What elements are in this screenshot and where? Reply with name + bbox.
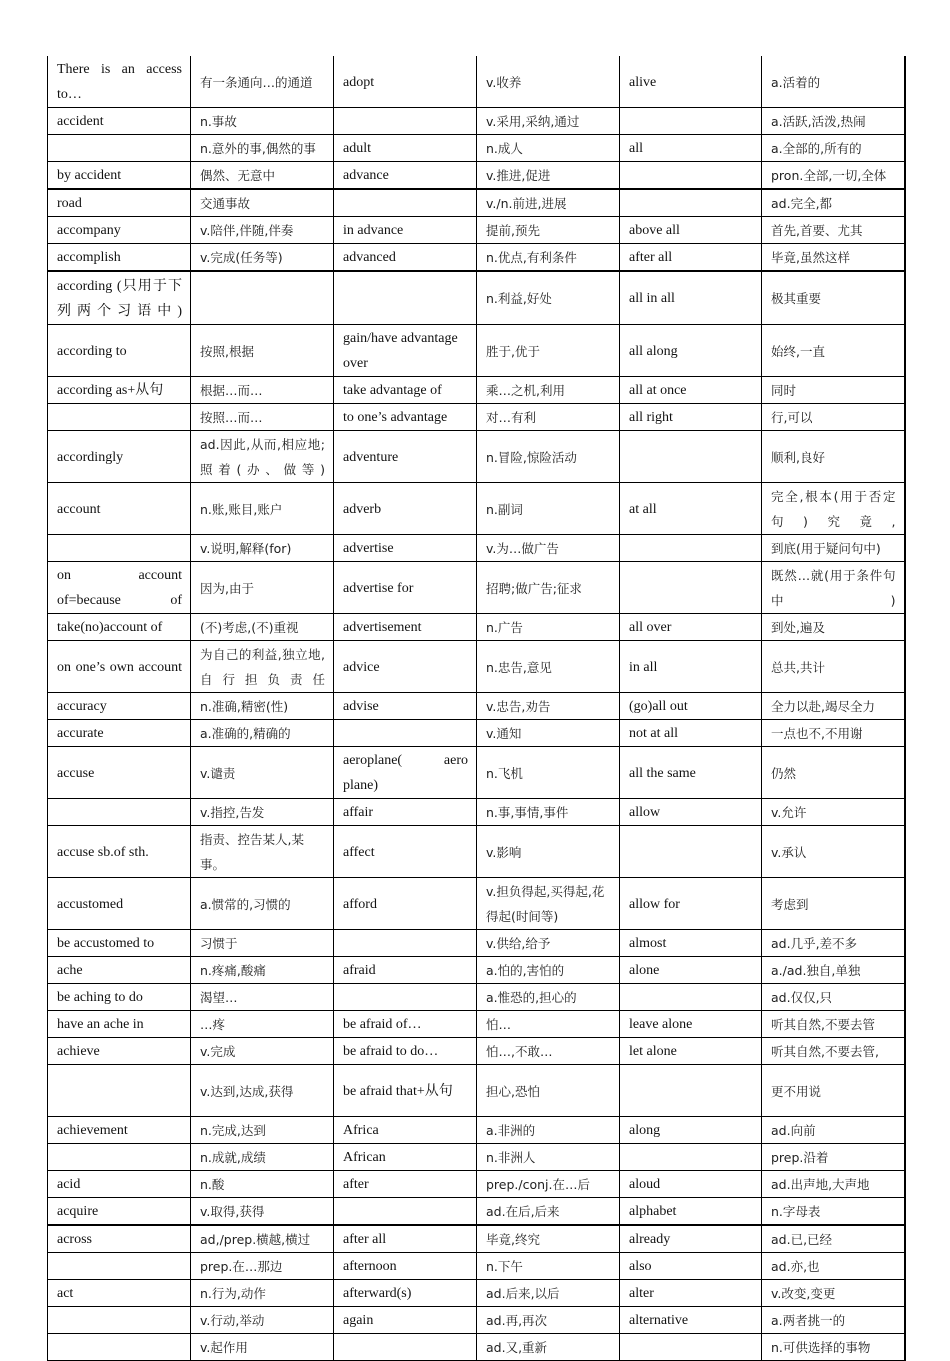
chinese-meaning-cell: v.采用,采纳,通过 bbox=[477, 108, 620, 135]
english-term-cell: advertise bbox=[334, 535, 477, 562]
english-term-cell: after bbox=[334, 1171, 477, 1198]
chinese-meaning-cell: 乘…之机,利用 bbox=[477, 377, 620, 404]
english-term-cell: on account of=because of bbox=[48, 562, 191, 614]
english-term-cell bbox=[620, 162, 762, 190]
english-term-cell: There is an access to… bbox=[48, 56, 191, 108]
english-term-cell bbox=[620, 431, 762, 483]
english-term-cell: also bbox=[620, 1253, 762, 1280]
vocab-row bbox=[48, 562, 905, 614]
chinese-meaning-cell: n.酸 bbox=[191, 1171, 334, 1198]
vocab-row bbox=[48, 957, 905, 984]
chinese-meaning-cell: 为自己的利益,独立地,自行担负责任 bbox=[191, 641, 334, 693]
chinese-meaning-cell: n.可供选择的事物 bbox=[762, 1334, 905, 1361]
chinese-meaning-cell: 对…有利 bbox=[477, 404, 620, 431]
chinese-meaning-cell: 极其重要 bbox=[762, 271, 905, 325]
english-term-cell: be aching to do bbox=[48, 984, 191, 1011]
chinese-meaning-cell: v.指控,告发 bbox=[191, 799, 334, 826]
chinese-meaning-cell: n.飞机 bbox=[477, 747, 620, 799]
english-term-cell: ache bbox=[48, 957, 191, 984]
english-term-cell: afterward(s) bbox=[334, 1280, 477, 1307]
english-term-cell bbox=[620, 1065, 762, 1117]
english-term-cell: almost bbox=[620, 930, 762, 957]
chinese-meaning-cell: 习惯于 bbox=[191, 930, 334, 957]
english-term-cell: again bbox=[334, 1307, 477, 1334]
english-term-cell: along bbox=[620, 1117, 762, 1144]
chinese-meaning-cell: v.担负得起,买得起,花得起(时间等) bbox=[477, 878, 620, 930]
chinese-meaning-cell: 仍然 bbox=[762, 747, 905, 799]
chinese-meaning-cell: prep.沿着 bbox=[762, 1144, 905, 1171]
english-term-cell: advice bbox=[334, 641, 477, 693]
english-term-cell: advise bbox=[334, 693, 477, 720]
vocab-row bbox=[48, 693, 905, 720]
vocab-row bbox=[48, 162, 905, 190]
english-term-cell: afraid bbox=[334, 957, 477, 984]
english-term-cell: to one’s advantage bbox=[334, 404, 477, 431]
chinese-meaning-cell: 根据…而… bbox=[191, 377, 334, 404]
english-term-cell: leave alone bbox=[620, 1011, 762, 1038]
english-term-cell: gain/have advantage over bbox=[334, 325, 477, 377]
english-term-cell: (go)all out bbox=[620, 693, 762, 720]
chinese-meaning-cell: 偶然、无意中 bbox=[191, 162, 334, 190]
vocab-row bbox=[48, 189, 905, 217]
chinese-meaning-cell: a./ad.独自,单独 bbox=[762, 957, 905, 984]
chinese-meaning-cell: n.账,账目,账户 bbox=[191, 483, 334, 535]
chinese-meaning-cell: 按照…而… bbox=[191, 404, 334, 431]
chinese-meaning-cell: 更不用说 bbox=[762, 1065, 905, 1117]
chinese-meaning-cell: 胜于,优于 bbox=[477, 325, 620, 377]
chinese-meaning-cell: 怕… bbox=[477, 1011, 620, 1038]
english-term-cell: be afraid that+从句 bbox=[334, 1065, 477, 1117]
vocab-row bbox=[48, 431, 905, 483]
vocabulary-table-body bbox=[48, 56, 905, 1361]
chinese-meaning-cell: a.非洲的 bbox=[477, 1117, 620, 1144]
vocab-row bbox=[48, 483, 905, 535]
english-term-cell: according to bbox=[48, 325, 191, 377]
english-term-cell: accordingly bbox=[48, 431, 191, 483]
chinese-meaning-cell: 始终,一直 bbox=[762, 325, 905, 377]
english-term-cell: aloud bbox=[620, 1171, 762, 1198]
english-term-cell: in advance bbox=[334, 217, 477, 244]
chinese-meaning-cell: a.两者挑一的 bbox=[762, 1307, 905, 1334]
chinese-meaning-cell: ad.出声地,大声地 bbox=[762, 1171, 905, 1198]
chinese-meaning-cell: 渴望… bbox=[191, 984, 334, 1011]
chinese-meaning-cell: prep.在…那边 bbox=[191, 1253, 334, 1280]
english-term-cell: alive bbox=[620, 56, 762, 108]
english-term-cell: Africa bbox=[334, 1117, 477, 1144]
chinese-meaning-cell: 招聘;做广告;征求 bbox=[477, 562, 620, 614]
english-term-cell bbox=[334, 720, 477, 747]
chinese-meaning-cell: 怕…,不敢… bbox=[477, 1038, 620, 1065]
vocab-row bbox=[48, 1065, 905, 1117]
english-term-cell: alter bbox=[620, 1280, 762, 1307]
chinese-meaning-cell: v.达到,达成,获得 bbox=[191, 1065, 334, 1117]
chinese-meaning-cell: 完全,根本(用于否定句)究竟, bbox=[762, 483, 905, 535]
chinese-meaning-cell: 有一条通向…的通道 bbox=[191, 56, 334, 108]
chinese-meaning-cell: ad.几乎,差不多 bbox=[762, 930, 905, 957]
english-term-cell: let alone bbox=[620, 1038, 762, 1065]
chinese-meaning-cell: a.准确的,精确的 bbox=[191, 720, 334, 747]
english-term-cell bbox=[48, 1334, 191, 1361]
vocab-row bbox=[48, 1307, 905, 1334]
chinese-meaning-cell bbox=[191, 271, 334, 325]
english-term-cell bbox=[620, 1144, 762, 1171]
chinese-meaning-cell: n.冒险,惊险活动 bbox=[477, 431, 620, 483]
vocab-row bbox=[48, 56, 905, 108]
english-term-cell: at all bbox=[620, 483, 762, 535]
chinese-meaning-cell: n.非洲人 bbox=[477, 1144, 620, 1171]
vocab-row bbox=[48, 826, 905, 878]
english-term-cell: across bbox=[48, 1225, 191, 1253]
english-term-cell: be afraid to do… bbox=[334, 1038, 477, 1065]
english-term-cell: alternative bbox=[620, 1307, 762, 1334]
english-term-cell: accuracy bbox=[48, 693, 191, 720]
chinese-meaning-cell: ad.因此,从而,相应地;照着(办、做等) bbox=[191, 431, 334, 483]
english-term-cell: allow bbox=[620, 799, 762, 826]
english-term-cell: after all bbox=[620, 244, 762, 272]
english-term-cell: by accident bbox=[48, 162, 191, 190]
vocab-row bbox=[48, 984, 905, 1011]
vocab-row bbox=[48, 1011, 905, 1038]
chinese-meaning-cell: 首先,首要、尤其 bbox=[762, 217, 905, 244]
english-term-cell: achievement bbox=[48, 1117, 191, 1144]
chinese-meaning-cell: ad.后来,以后 bbox=[477, 1280, 620, 1307]
chinese-meaning-cell: n.事故 bbox=[191, 108, 334, 135]
chinese-meaning-cell: v.允许 bbox=[762, 799, 905, 826]
chinese-meaning-cell: 行,可以 bbox=[762, 404, 905, 431]
chinese-meaning-cell: v.行动,举动 bbox=[191, 1307, 334, 1334]
english-term-cell: afford bbox=[334, 878, 477, 930]
english-term-cell: advanced bbox=[334, 244, 477, 272]
english-term-cell: on one’s own account bbox=[48, 641, 191, 693]
chinese-meaning-cell: n.疼痛,酸痛 bbox=[191, 957, 334, 984]
english-term-cell bbox=[48, 535, 191, 562]
chinese-meaning-cell: 听其自然,不要去管, bbox=[762, 1038, 905, 1065]
chinese-meaning-cell: 到底(用于疑问句中) bbox=[762, 535, 905, 562]
english-term-cell: achieve bbox=[48, 1038, 191, 1065]
chinese-meaning-cell: 毕竟,终究 bbox=[477, 1225, 620, 1253]
english-term-cell: afternoon bbox=[334, 1253, 477, 1280]
english-term-cell bbox=[48, 1253, 191, 1280]
english-term-cell bbox=[620, 984, 762, 1011]
vocab-row bbox=[48, 404, 905, 431]
english-term-cell: accomplish bbox=[48, 244, 191, 272]
vocab-row bbox=[48, 135, 905, 162]
chinese-meaning-cell: n.成人 bbox=[477, 135, 620, 162]
english-term-cell: road bbox=[48, 189, 191, 217]
english-term-cell: all bbox=[620, 135, 762, 162]
chinese-meaning-cell: n.字母表 bbox=[762, 1198, 905, 1226]
chinese-meaning-cell: 同时 bbox=[762, 377, 905, 404]
english-term-cell: acquire bbox=[48, 1198, 191, 1226]
english-term-cell: accustomed bbox=[48, 878, 191, 930]
chinese-meaning-cell: 一点也不,不用谢 bbox=[762, 720, 905, 747]
english-term-cell: have an ache in bbox=[48, 1011, 191, 1038]
chinese-meaning-cell: a.活着的 bbox=[762, 56, 905, 108]
vocabulary-sheet bbox=[47, 56, 904, 1361]
chinese-meaning-cell: 全力以赴,竭尽全力 bbox=[762, 693, 905, 720]
chinese-meaning-cell: 考虑到 bbox=[762, 878, 905, 930]
english-term-cell bbox=[620, 535, 762, 562]
english-term-cell: allow for bbox=[620, 878, 762, 930]
english-term-cell: African bbox=[334, 1144, 477, 1171]
english-term-cell bbox=[48, 135, 191, 162]
english-term-cell bbox=[620, 562, 762, 614]
vocab-row bbox=[48, 108, 905, 135]
english-term-cell: aeroplane( aero plane) bbox=[334, 747, 477, 799]
chinese-meaning-cell: v.影响 bbox=[477, 826, 620, 878]
english-term-cell bbox=[48, 1065, 191, 1117]
chinese-meaning-cell: v.通知 bbox=[477, 720, 620, 747]
vocab-row bbox=[48, 535, 905, 562]
chinese-meaning-cell: v.谴责 bbox=[191, 747, 334, 799]
chinese-meaning-cell: v.说明,解释(for) bbox=[191, 535, 334, 562]
chinese-meaning-cell: n.准确,精密(性) bbox=[191, 693, 334, 720]
chinese-meaning-cell: a.活跃,活泼,热闹 bbox=[762, 108, 905, 135]
chinese-meaning-cell: 指责、控告某人,某事。 bbox=[191, 826, 334, 878]
chinese-meaning-cell: v.完成(任务等) bbox=[191, 244, 334, 272]
chinese-meaning-cell: v.收养 bbox=[477, 56, 620, 108]
english-term-cell: advertise for bbox=[334, 562, 477, 614]
english-term-cell: all right bbox=[620, 404, 762, 431]
chinese-meaning-cell: v.陪伴,伴随,伴奏 bbox=[191, 217, 334, 244]
chinese-meaning-cell: 既然…就(用于条件句中) bbox=[762, 562, 905, 614]
chinese-meaning-cell: n.利益,好处 bbox=[477, 271, 620, 325]
english-term-cell bbox=[48, 1144, 191, 1171]
english-term-cell: accuse bbox=[48, 747, 191, 799]
chinese-meaning-cell: a.惯常的,习惯的 bbox=[191, 878, 334, 930]
vocab-row bbox=[48, 244, 905, 272]
english-term-cell bbox=[620, 189, 762, 217]
chinese-meaning-cell: n.成就,成绩 bbox=[191, 1144, 334, 1171]
english-term-cell: accident bbox=[48, 108, 191, 135]
chinese-meaning-cell: v.供给,给予 bbox=[477, 930, 620, 957]
chinese-meaning-cell: n.忠告,意见 bbox=[477, 641, 620, 693]
chinese-meaning-cell: ad.仅仅,只 bbox=[762, 984, 905, 1011]
vocabulary-table bbox=[47, 56, 906, 1361]
chinese-meaning-cell: v.完成 bbox=[191, 1038, 334, 1065]
english-term-cell: be afraid of… bbox=[334, 1011, 477, 1038]
english-term-cell: adverb bbox=[334, 483, 477, 535]
english-term-cell bbox=[334, 189, 477, 217]
english-term-cell bbox=[48, 404, 191, 431]
vocab-row bbox=[48, 217, 905, 244]
vocab-row bbox=[48, 1198, 905, 1226]
english-term-cell bbox=[334, 271, 477, 325]
english-term-cell: not at all bbox=[620, 720, 762, 747]
english-term-cell bbox=[334, 1198, 477, 1226]
vocab-row bbox=[48, 1280, 905, 1307]
chinese-meaning-cell: ad,/prep.横越,横过 bbox=[191, 1225, 334, 1253]
english-term-cell: in all bbox=[620, 641, 762, 693]
english-term-cell: advance bbox=[334, 162, 477, 190]
english-term-cell: according as+从句 bbox=[48, 377, 191, 404]
chinese-meaning-cell: n.事,事情,事件 bbox=[477, 799, 620, 826]
vocab-row bbox=[48, 1117, 905, 1144]
chinese-meaning-cell: 顺利,良好 bbox=[762, 431, 905, 483]
vocab-row bbox=[48, 1144, 905, 1171]
vocab-row bbox=[48, 720, 905, 747]
english-term-cell: all the same bbox=[620, 747, 762, 799]
chinese-meaning-cell: ad.已,已经 bbox=[762, 1225, 905, 1253]
vocab-row bbox=[48, 747, 905, 799]
chinese-meaning-cell: n.意外的事,偶然的事 bbox=[191, 135, 334, 162]
chinese-meaning-cell: 到处,遍及 bbox=[762, 614, 905, 641]
english-term-cell bbox=[334, 930, 477, 957]
chinese-meaning-cell: v.推进,促进 bbox=[477, 162, 620, 190]
english-term-cell: accuse sb.of sth. bbox=[48, 826, 191, 878]
english-term-cell: account bbox=[48, 483, 191, 535]
chinese-meaning-cell: ad.再,再次 bbox=[477, 1307, 620, 1334]
english-term-cell: above all bbox=[620, 217, 762, 244]
chinese-meaning-cell: (不)考虑,(不)重视 bbox=[191, 614, 334, 641]
english-term-cell bbox=[48, 1307, 191, 1334]
english-term-cell bbox=[620, 1334, 762, 1361]
chinese-meaning-cell: 因为,由于 bbox=[191, 562, 334, 614]
english-term-cell: be accustomed to bbox=[48, 930, 191, 957]
chinese-meaning-cell: 毕竟,虽然这样 bbox=[762, 244, 905, 272]
vocab-row bbox=[48, 799, 905, 826]
chinese-meaning-cell: v.起作用 bbox=[191, 1334, 334, 1361]
english-term-cell: adopt bbox=[334, 56, 477, 108]
chinese-meaning-cell: ad.在后,后来 bbox=[477, 1198, 620, 1226]
chinese-meaning-cell: 担心,恐怕 bbox=[477, 1065, 620, 1117]
vocab-row bbox=[48, 614, 905, 641]
chinese-meaning-cell: a.惟恐的,担心的 bbox=[477, 984, 620, 1011]
vocab-row bbox=[48, 325, 905, 377]
chinese-meaning-cell: 总共,共计 bbox=[762, 641, 905, 693]
chinese-meaning-cell: n.行为,动作 bbox=[191, 1280, 334, 1307]
chinese-meaning-cell: 按照,根据 bbox=[191, 325, 334, 377]
vocab-row bbox=[48, 1038, 905, 1065]
english-term-cell bbox=[620, 826, 762, 878]
chinese-meaning-cell: n.副词 bbox=[477, 483, 620, 535]
chinese-meaning-cell: n.下午 bbox=[477, 1253, 620, 1280]
chinese-meaning-cell: a.怕的,害怕的 bbox=[477, 957, 620, 984]
chinese-meaning-cell: ad.亦,也 bbox=[762, 1253, 905, 1280]
chinese-meaning-cell: 提前,预先 bbox=[477, 217, 620, 244]
english-term-cell: all along bbox=[620, 325, 762, 377]
chinese-meaning-cell: …疼 bbox=[191, 1011, 334, 1038]
english-term-cell: all at once bbox=[620, 377, 762, 404]
english-term-cell: advertisement bbox=[334, 614, 477, 641]
english-term-cell: accurate bbox=[48, 720, 191, 747]
english-term-cell bbox=[334, 1334, 477, 1361]
english-term-cell: alphabet bbox=[620, 1198, 762, 1226]
english-term-cell: already bbox=[620, 1225, 762, 1253]
english-term-cell bbox=[620, 108, 762, 135]
english-term-cell: after all bbox=[334, 1225, 477, 1253]
english-term-cell: adventure bbox=[334, 431, 477, 483]
chinese-meaning-cell: n.广告 bbox=[477, 614, 620, 641]
chinese-meaning-cell: ad.完全,都 bbox=[762, 189, 905, 217]
vocab-row bbox=[48, 271, 905, 325]
chinese-meaning-cell: pron.全部,一切,全体 bbox=[762, 162, 905, 190]
vocab-row bbox=[48, 878, 905, 930]
english-term-cell: according (只用于下列两个习语中) bbox=[48, 271, 191, 325]
english-term-cell: take advantage of bbox=[334, 377, 477, 404]
english-term-cell: acid bbox=[48, 1171, 191, 1198]
english-term-cell: affect bbox=[334, 826, 477, 878]
vocab-row bbox=[48, 1334, 905, 1361]
vocab-row bbox=[48, 1171, 905, 1198]
english-term-cell: all in all bbox=[620, 271, 762, 325]
chinese-meaning-cell: prep./conj.在…后 bbox=[477, 1171, 620, 1198]
chinese-meaning-cell: v.为…做广告 bbox=[477, 535, 620, 562]
english-term-cell bbox=[334, 984, 477, 1011]
chinese-meaning-cell: v./n.前进,进展 bbox=[477, 189, 620, 217]
chinese-meaning-cell: v.取得,获得 bbox=[191, 1198, 334, 1226]
vocab-row bbox=[48, 1225, 905, 1253]
english-term-cell bbox=[48, 799, 191, 826]
english-term-cell: affair bbox=[334, 799, 477, 826]
chinese-meaning-cell: n.完成,达到 bbox=[191, 1117, 334, 1144]
vocab-row bbox=[48, 377, 905, 404]
english-term-cell: all over bbox=[620, 614, 762, 641]
chinese-meaning-cell: a.全部的,所有的 bbox=[762, 135, 905, 162]
english-term-cell: take(no)account of bbox=[48, 614, 191, 641]
english-term-cell: adult bbox=[334, 135, 477, 162]
vocab-row bbox=[48, 641, 905, 693]
english-term-cell bbox=[334, 108, 477, 135]
english-term-cell: alone bbox=[620, 957, 762, 984]
chinese-meaning-cell: ad.又,重新 bbox=[477, 1334, 620, 1361]
chinese-meaning-cell: v.改变,变更 bbox=[762, 1280, 905, 1307]
english-term-cell: act bbox=[48, 1280, 191, 1307]
chinese-meaning-cell: v.忠告,劝告 bbox=[477, 693, 620, 720]
chinese-meaning-cell: n.优点,有利条件 bbox=[477, 244, 620, 272]
chinese-meaning-cell: ad.向前 bbox=[762, 1117, 905, 1144]
vocab-row bbox=[48, 930, 905, 957]
chinese-meaning-cell: 交通事故 bbox=[191, 189, 334, 217]
vocab-row bbox=[48, 1253, 905, 1280]
english-term-cell: accompany bbox=[48, 217, 191, 244]
chinese-meaning-cell: 听其自然,不要去管 bbox=[762, 1011, 905, 1038]
chinese-meaning-cell: v.承认 bbox=[762, 826, 905, 878]
